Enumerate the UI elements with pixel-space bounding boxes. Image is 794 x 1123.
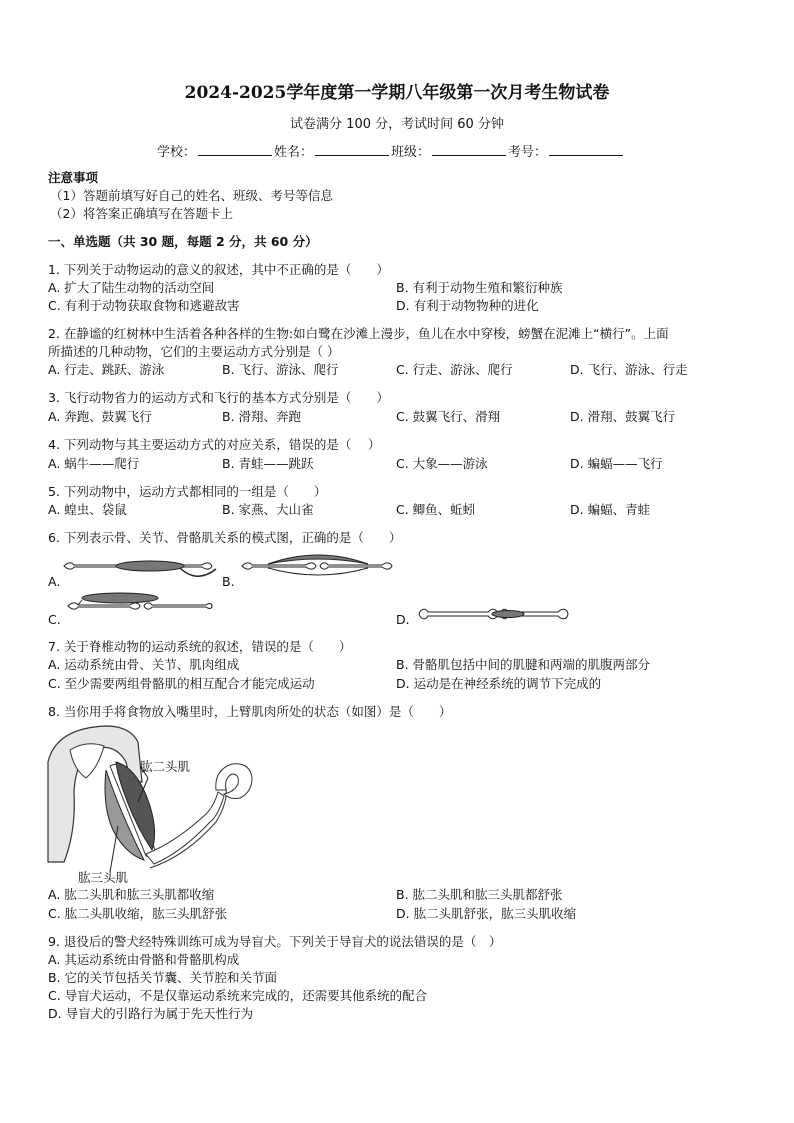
option-b[interactable]: B. 滑翔、奔跑 (222, 409, 302, 424)
arm-muscle-figure (46, 722, 261, 882)
exam-info: 试卷满分 100 分，考试时间 60 分钟 (290, 117, 504, 132)
class-label: 班级： (391, 145, 431, 160)
question-stem-cont: 所描述的几种动物，它们的主要运动方式分别是（ ） (48, 344, 340, 359)
option-d[interactable]: D. 蝙蝠——飞行 (570, 456, 663, 471)
option-c[interactable]: C. 有利于动物获取食物和逃避敌害 (48, 298, 240, 313)
option-b[interactable]: B. 肱二头肌和肱三头肌都舒张 (396, 887, 563, 902)
question-stem: 2. 在静谧的红树林中生活着各种各样的生物:如白鹭在沙滩上漫步，鱼儿在水中穿梭，螃蟹在泥滩上“横行”。上面 (48, 326, 669, 341)
figure-label-biceps: 肱二头肌 (140, 759, 191, 774)
option-b[interactable]: B. 青蛙——跳跃 (222, 456, 314, 471)
question-stem: 5. 下列动物中，运动方式都相同的一组是（ ） (48, 484, 327, 499)
option-b[interactable]: B. 有利于动物生殖和繁衍种族 (396, 280, 563, 295)
option-a[interactable]: A. 其运动系统由骨骼和骨骼肌构成 (48, 952, 240, 967)
option-d[interactable]: D. 导盲犬的引路行为属于先天性行为 (48, 1006, 254, 1021)
option-c[interactable]: C. 鲫鱼、蚯蚓 (396, 502, 476, 517)
option-c[interactable]: C. 大象——游泳 (396, 456, 488, 471)
option-a[interactable]: A. 扩大了陆生动物的活动空间 (48, 280, 215, 295)
option-b[interactable]: B. 它的关节包括关节囊、关节腔和关节面 (48, 970, 278, 985)
option-a[interactable]: A. 运动系统由骨、关节、肌肉组成 (48, 657, 240, 672)
option-b[interactable]: B. 家燕、大山雀 (222, 502, 314, 517)
option-c[interactable]: C. (48, 612, 61, 627)
bone-muscle-diagram-a (62, 554, 222, 584)
question-stem: 3. 飞行动物省力的运动方式和飞行的基本方式分别是（ ） (48, 390, 389, 405)
option-c[interactable]: C. 至少需要两组骨骼肌的相互配合才能完成运动 (48, 676, 315, 691)
option-d[interactable]: D. 运动是在神经系统的调节下完成的 (396, 676, 602, 691)
notice-title: 注意事项 (48, 170, 99, 185)
name-label: 姓名： (274, 145, 314, 160)
question-stem: 9. 退役后的警犬经特殊训练可成为导盲犬。下列关于导盲犬的说法错误的是（ ） (48, 934, 502, 949)
student-info-fields (157, 141, 625, 160)
bone-muscle-diagram-b (238, 548, 398, 578)
school-label: 学校： (157, 145, 197, 160)
question-stem: 6. 下列表示骨、关节、骨骼肌关系的模式图，正确的是（ ） (48, 530, 402, 545)
question-stem: 4. 下列动物与其主要运动方式的对应关系，错误的是（ ） (48, 437, 381, 452)
option-d[interactable]: D. 肱二头肌舒张，肱三头肌收缩 (396, 906, 577, 921)
section-title: 一、单选题（共 30 题，每题 2 分，共 60 分） (48, 234, 318, 249)
question-stem: 7. 关于脊椎动物的运动系统的叙述，错误的是（ ） (48, 639, 352, 654)
class-field[interactable] (432, 141, 506, 156)
bone-muscle-diagram-c (64, 590, 214, 620)
figure-label-triceps: 肱三头肌 (78, 870, 129, 885)
option-b[interactable]: B. 飞行、游泳、爬行 (222, 362, 339, 377)
notice-item: （2）将答案正确填写在答题卡上 (50, 206, 233, 221)
bone-muscle-diagram-d (416, 602, 571, 626)
option-a[interactable]: A. (48, 574, 61, 589)
option-a[interactable]: A. 蝗虫、袋鼠 (48, 502, 127, 517)
question-stem: 8. 当你用手将食物放入嘴里时，上臂肌肉所处的状态（如图）是（ ） (48, 704, 452, 719)
option-d[interactable]: D. (396, 612, 410, 627)
option-a[interactable]: A. 行走、跳跃、游泳 (48, 362, 165, 377)
option-a[interactable]: A. 肱二头肌和肱三头肌都收缩 (48, 887, 215, 902)
question-stem: 1. 下列关于动物运动的意义的叙述，其中不正确的是（ ） (48, 262, 389, 277)
notice-item: （1）答题前填写好自己的姓名、班级、考号等信息 (50, 188, 333, 203)
name-field[interactable] (315, 141, 389, 156)
page-title: 2024-2025学年度第一学期八年级第一次月考生物试卷 (184, 83, 610, 103)
option-a[interactable]: A. 蜗牛——爬行 (48, 456, 140, 471)
option-c[interactable]: C. 肱二头肌收缩，肱三头肌舒张 (48, 906, 228, 921)
option-c[interactable]: C. 导盲犬运动，不是仅靠运动系统来完成的，还需要其他系统的配合 (48, 988, 428, 1003)
option-b[interactable]: B. 骨骼肌包括中间的肌腱和两端的肌腹两部分 (396, 657, 651, 672)
option-b[interactable]: B. (222, 574, 235, 589)
exam-number-field[interactable] (549, 141, 623, 156)
option-d[interactable]: D. 飞行、游泳、行走 (570, 362, 688, 377)
option-d[interactable]: D. 有利于动物物种的进化 (396, 298, 539, 313)
school-field[interactable] (198, 141, 272, 156)
option-d[interactable]: D. 蝙蝠、青蛙 (570, 502, 651, 517)
option-d[interactable]: D. 滑翔、鼓翼飞行 (570, 409, 676, 424)
option-a[interactable]: A. 奔跑、鼓翼飞行 (48, 409, 152, 424)
option-c[interactable]: C. 鼓翼飞行、滑翔 (396, 409, 501, 424)
exam-number-label: 考号： (508, 145, 548, 160)
option-c[interactable]: C. 行走、游泳、爬行 (396, 362, 513, 377)
